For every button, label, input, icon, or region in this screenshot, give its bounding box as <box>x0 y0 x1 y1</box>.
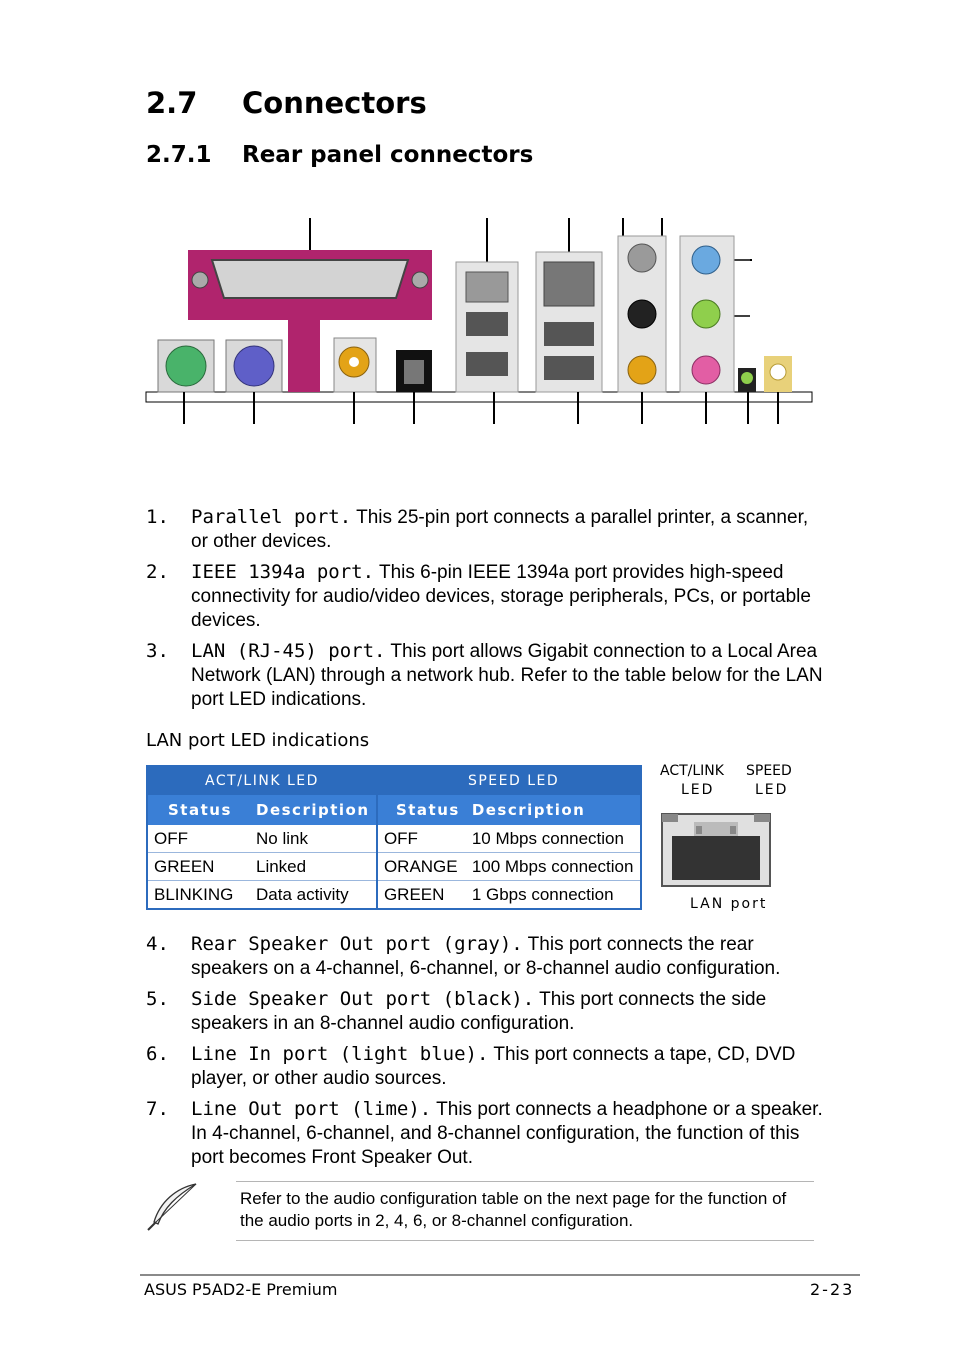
note-text: Refer to the audio configuration table on the next page for the function of the audio ports in 2, 4, 6, or 8-channel configuration. <box>240 1189 787 1230</box>
note-box <box>236 1181 814 1241</box>
audio-ports-left <box>618 236 666 392</box>
item-text: This 6-pin IEEE 1394a port provides high-speed connectivity for audio/video devices, storage peripherals, PCs, or portable devices. <box>191 562 811 631</box>
lan-port-label: LAN port <box>690 896 768 912</box>
lan-led-table <box>146 765 642 910</box>
ps2-keyboard-port <box>226 340 282 392</box>
act-link-label: ACT/LINK <box>660 763 724 779</box>
table-row: BLINKING Data activity GREEN 1 Gbps connection <box>147 881 641 910</box>
optical-spdif-port <box>396 350 432 392</box>
item-text: This port connects a headphone or a speaker. In 4-channel, 6-channel, and 8-channel configuration, the function of this port becomes Front Speaker Out. <box>191 1099 823 1168</box>
lan-port-illustration <box>660 812 772 888</box>
item-title: Parallel port. <box>191 506 352 528</box>
page-number: 2-23 <box>810 1280 855 1299</box>
speed-led-label: LED <box>755 782 789 798</box>
item-text: This port connects the rear speakers on a 4-channel, 6-channel, or 8-channel audio configuration. <box>191 934 781 979</box>
col-status: Status <box>377 795 466 825</box>
ps2-mouse-port <box>158 340 214 392</box>
group-speed-led: SPEED LED <box>377 766 641 795</box>
item-text: This port connects a tape, CD, DVD player, or other audio sources. <box>191 1044 796 1089</box>
item-text: This port connects the side speakers in an 8-channel audio configuration. <box>191 989 767 1034</box>
subsection-title: 2.7.1 Rear panel connectors <box>146 142 534 168</box>
item-title: Side Speaker Out port (black). <box>191 988 535 1010</box>
coaxial-spdif-port <box>334 338 376 392</box>
item-text: This port allows Gigabit connection to a Local Area Network (LAN) through a network hub. Refer to the table below for the LAN port LED indications. <box>191 641 823 710</box>
list-item-lan-port: 3. LAN (RJ-45) port. This port allows Gigabit connection to a Local Area Network (LAN) through a network hub. Refer to the table below for the LAN port LED indications. <box>146 640 823 710</box>
item-title: Line Out port (lime). <box>191 1098 432 1120</box>
list-item-line-out: 7. Line Out port (lime). This port connects a headphone or a speaker. In 4-channel, 6-channel, and 8-channel configuration, the function of this port becomes Front Speaker Out. <box>146 1098 823 1168</box>
act-led-label: LED <box>681 782 715 798</box>
item-title: Line In port (light blue). <box>191 1043 489 1065</box>
list-item-side-speaker: 5. Side Speaker Out port (black). This port connects the side speakers in an 8-channel audio configuration. <box>146 988 767 1034</box>
parallel-port <box>188 250 432 392</box>
rear-panel-diagram <box>140 210 820 430</box>
table-row: OFF No link OFF 10 Mbps connection <box>147 825 641 853</box>
list-item-parallel-port: 1. Parallel port. This 25-pin port connects a parallel printer, a scanner, or other devices. <box>146 506 809 552</box>
group-act-link-led: ACT/LINK LED <box>147 766 377 795</box>
list-item-ieee1394a-port: 2. IEEE 1394a port. This 6-pin IEEE 1394a port provides high-speed connectivity for audio/video devices, storage peripherals, PCs, or portable devices. <box>146 561 811 631</box>
item-text: This 25-pin port connects a parallel printer, a scanner, or other devices. <box>191 507 809 552</box>
col-description: Description <box>466 795 641 825</box>
antenna-jacks <box>738 356 792 392</box>
feather-pen-icon <box>146 1182 198 1232</box>
col-status: Status <box>147 795 250 825</box>
section-title: 2.7 Connectors <box>146 86 427 120</box>
footer-product: ASUS P5AD2-E Premium <box>144 1280 338 1299</box>
item-title: IEEE 1394a port. <box>191 561 375 583</box>
audio-ports-right <box>680 236 734 392</box>
led-indications-heading: LAN port LED indications <box>146 730 370 751</box>
table-row: GREEN Linked ORANGE 100 Mbps connection <box>147 853 641 881</box>
list-item-line-in: 6. Line In port (light blue). This port connects a tape, CD, DVD player, or other audio sources. <box>146 1043 796 1089</box>
item-title: Rear Speaker Out port (gray). <box>191 933 523 955</box>
speed-label: SPEED <box>746 763 792 779</box>
ieee1394-usb-stack <box>456 262 518 392</box>
col-description: Description <box>250 795 377 825</box>
list-item-rear-speaker: 4. Rear Speaker Out port (gray). This port connects the rear speakers on a 4-channel, 6-channel, or 8-channel audio configuration. <box>146 933 781 979</box>
lan-usb-stack <box>536 252 602 392</box>
item-title: LAN (RJ-45) port. <box>191 640 386 662</box>
footer-rule <box>140 1274 860 1276</box>
